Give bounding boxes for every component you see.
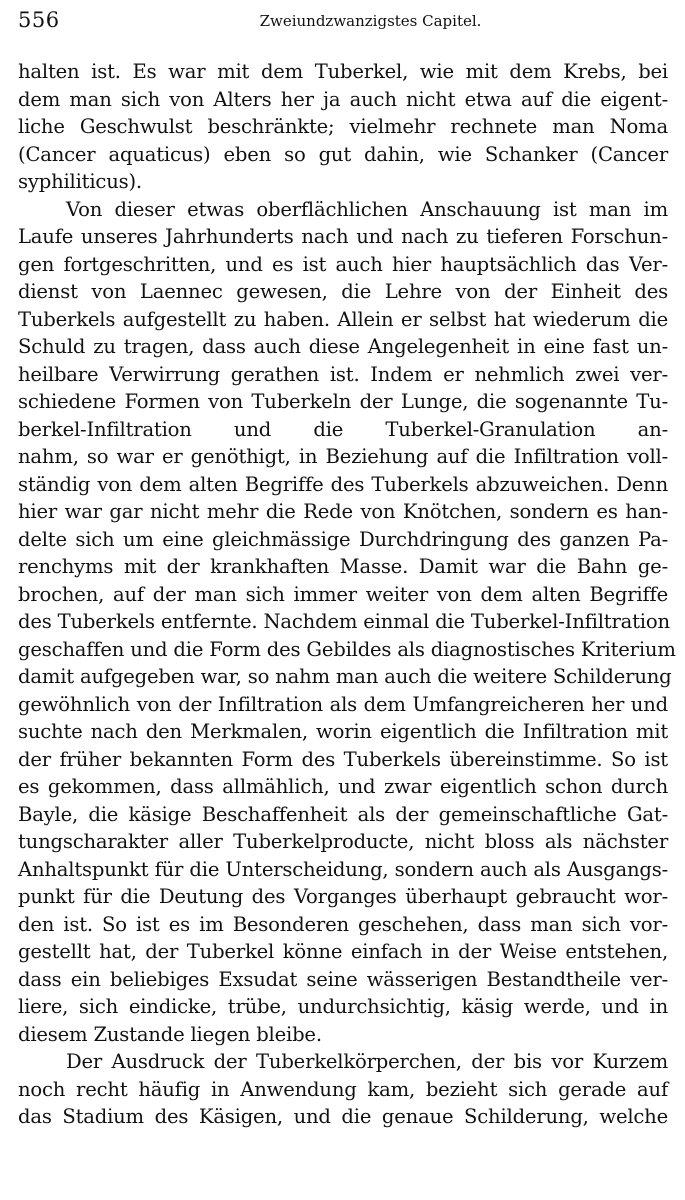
text-line: dienst von Laennec gewesen, die Lehre von der Einheit des [18,280,668,303]
text-line: (Cancer aquaticus) eben so gut dahin, wie Schanker (Cancer [18,142,668,166]
text-line: Bayle, die käsige Beschaffenheit als der gemeinschaftliche Gat- [18,802,668,826]
text-line: der früher bekannten Form des Tuberkels übereinstimme. So ist [18,747,668,771]
text-line: liere, sich eindicke, trübe, undurchsichtig, käsig werde, und in [18,995,668,1018]
paragraph [18,196,676,1049]
text-line: Von dieser etwas oberflächlichen Anschauung ist man im [66,197,668,221]
paragraph [18,58,668,196]
text-line: ständig von dem alten Begriffe des Tuberkels abzuweichen. Denn [18,472,668,496]
text-line: den ist. So ist es im Besonderen geschehen, dass man sich vor- [18,912,668,936]
text-line: dem man sich von Alters her ja auch nicht etwa auf die eigent- [18,87,668,111]
text-line: des Tuberkels entfernte. Nachdem einmal die Tuberkel-Infiltration [18,610,670,633]
body-text [18,58,676,1131]
text-line: schiedene Formen von Tuberkeln der Lunge, die sogenannte Tu- [18,390,668,413]
text-line: tungscharakter aller Tuberkelproducte, nicht bloss als nächster [18,830,668,853]
text-line: noch recht häufig in Anwendung kam, bezieht sich gerade auf [18,1077,668,1101]
text-line: halten ist. Es war mit dem Tuberkel, wie mit dem Krebs, bei [18,60,668,83]
text-line: damit aufgegeben war, so nahm man auch die weitere Schilderung [18,665,672,688]
text-line: Der Ausdruck der Tuberkelkörperchen, der bis vor Kurzem [66,1050,668,1073]
text-line: punkt für die Deutung des Vorganges überhaupt gebraucht wor- [18,885,668,908]
text-line: Laufe unseres Jahrhunderts nach und nach zu tieferen Forschun- [18,225,668,248]
text-line: berkel-Infiltration und die Tuberkel-Granulation an- [18,417,668,441]
text-line: dass ein beliebiges Exsudat seine wässerigen Bestandtheile ver- [18,967,668,991]
text-line: gestellt hat, der Tuberkel könne einfach in der Weise entstehen, [18,940,668,963]
text-line: liche Geschwulst beschränkte; vielmehr rechnete man Noma [18,115,668,138]
text-line: nahm, so war er genöthigt, in Beziehung auf die Infiltration voll- [18,445,668,468]
text-line: es gekommen, dass allmählich, und zwar eigentlich schon durch [18,775,668,798]
text-line: renchyms mit der krankhaften Masse. Damit war die Bahn ge- [18,555,668,578]
text-line: das Stadium des Käsigen, und die genaue Schilderung, welche [18,1105,668,1128]
text-line: Schuld zu tragen, dass auch diese Angelegenheit in eine fast un- [18,335,668,358]
paragraph [18,1048,668,1131]
text-line: heilbare Verwirrung gerathen ist. Indem er nehmlich zwei ver- [18,362,668,386]
text-line: Anhaltspunkt für die Unterscheidung, sondern auch als Ausgangs- [18,857,668,881]
text-line: syphiliticus). [18,170,142,193]
text-line: gewöhnlich von der Infiltration als dem Umfangreicheren her und [18,692,668,716]
text-line: hier war gar nicht mehr die Rede von Knötchen, sondern es han- [18,500,668,523]
text-line: diesem Zustande liegen bleibe. [18,1022,322,1046]
text-line: gen fortgeschritten, und es ist auch hier hauptsächlich das Ver- [18,252,668,276]
text-line: Tuberkels aufgestellt zu haben. Allein er selbst hat wiederum die [18,307,668,331]
running-head: Zweiundzwanzigstes Capitel. [259,12,482,30]
text-line: geschaffen und die Form des Gebildes als diagnostisches Kriterium [18,637,676,661]
text-line: brochen, auf der man sich immer weiter von dem alten Begriffe [18,582,668,606]
text-line: delte sich um eine gleichmässige Durchdringung des ganzen Pa- [18,527,668,551]
text-line: suchte nach den Merkmalen, worin eigentlich die Infiltration mit [18,720,668,743]
page-header [18,8,663,38]
page-number: 556 [18,8,60,32]
